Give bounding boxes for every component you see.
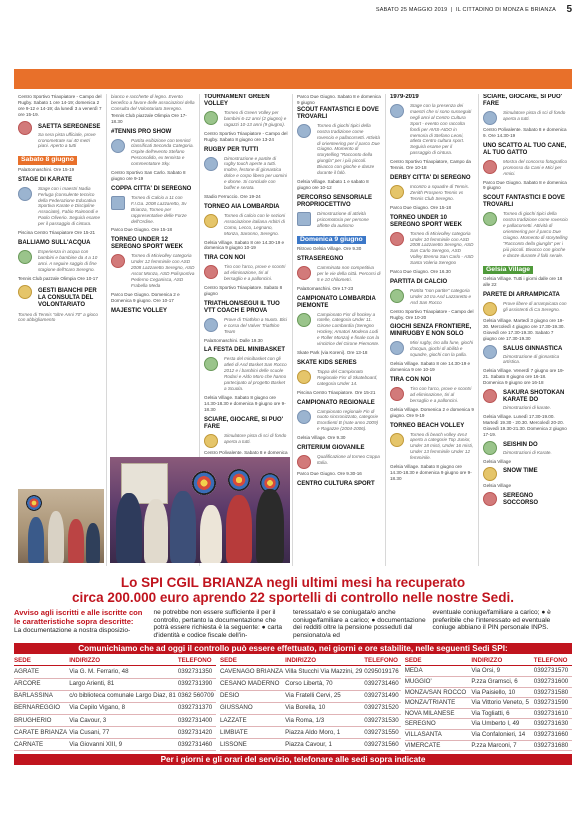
event-title: SNOW TIME <box>503 468 538 475</box>
table-cell: Via Borella, 10 <box>285 702 364 714</box>
section-heading: Gelsia Village <box>483 266 533 275</box>
event-place: PalaSomaschini. Ore 17-23 <box>297 285 354 291</box>
event-desc: Campionato Fisr di hockey a rotelle, categoria Under 11. Girone Lombardia (Seregno Hockey, Amatori Modena Lodi e Roller Monza) e finale con la vincitrice del Girone Piemonte. <box>317 311 380 347</box>
event-title: SCIARE, GIOCARE, SI PUO' FARE <box>204 416 284 430</box>
club-logo-icon <box>297 212 311 226</box>
event-place: Gelsia Village <box>483 458 512 464</box>
event-columns <box>14 94 572 566</box>
column-6 <box>478 94 572 566</box>
event-title: SALUS GINNASTICA <box>503 345 563 352</box>
table-row <box>14 726 216 738</box>
ad-lead-text: La documentazione a nostra disposizio- <box>14 626 131 634</box>
event-title: MAJESTIC VOLLEY <box>111 307 168 314</box>
table-cell: P.zza Gramsci, 6 <box>471 677 533 688</box>
event-place: Gelsia Village. Sabato 8 giugno ore 14.30-18.30 e domenica 9 giugno ore 9-18.30 <box>204 394 286 412</box>
club-logo-icon <box>483 389 497 403</box>
event-place: Parco Due Giugno. Sabato 8 e domenica 9 giugno <box>297 94 381 105</box>
table-row <box>220 702 401 714</box>
table-cell: VIMERCATE <box>405 740 472 751</box>
section-heading: Domenica 9 giugno <box>297 236 366 245</box>
table-row <box>405 666 572 677</box>
event-title: RUGBY PER TUTTI <box>204 146 259 153</box>
club-logo-icon <box>390 185 404 199</box>
event-desc: Tiro con l'arco, prove e scontri ad eliminazione, tiri al bersaglio e a palloncini. <box>410 386 472 403</box>
event-title: TORNEO UNDER 12 SEREGNO SPORT WEEK <box>111 237 184 251</box>
club-logo-icon <box>297 313 311 327</box>
club-logo-icon <box>390 387 404 401</box>
club-logo-icon <box>111 139 125 153</box>
event-title: TRIATHLON/SEGUI IL TUO VTT COACH E PROVA <box>204 300 280 314</box>
table-cell: CARATE BRIANZA <box>14 726 69 738</box>
table-cell: 0295019176 <box>364 666 400 678</box>
ad-title: Lo SPI CGIL BRIANZA negli ultimi mesi ha recuperato <box>120 575 466 590</box>
event-title: PARETE DI ARRAMPICATA <box>483 291 560 298</box>
event-desc: Qualificazione al torneo Coppa Italia. <box>317 454 380 465</box>
table-cell: SEREGNO <box>405 719 472 730</box>
table-cell: Via Giovanni XIII, 9 <box>69 738 178 750</box>
table-cell: CARNATE <box>14 738 69 750</box>
table-row <box>14 678 216 690</box>
table-cell: Via Orsi, 9 <box>471 666 533 677</box>
event-place: Centro Sportivo Triaxpiatore, Campo da Tennis. Ore 10-18 <box>390 159 471 171</box>
ad-text <box>14 609 572 640</box>
ad-notice-bar: Comunichiamo che ad oggi il controllo può essere effettuato, nei giorni e ore stabilite, nelle seguenti Sedi SPI: <box>14 643 572 654</box>
event-place: Centro Polivalente. Sabato 8 e domenica 9. Ore 14.30-19 <box>483 127 567 138</box>
table-header-cell: SEDE <box>14 656 69 666</box>
table-header-row <box>405 656 572 666</box>
table-cell: 0392731610 <box>534 708 572 719</box>
table-cell: AGRATE <box>14 666 69 678</box>
table-cell: BARLASSINA <box>14 690 69 702</box>
table-cell: 0392731520 <box>364 702 400 714</box>
table-cell: 0392731400 <box>178 714 216 726</box>
table-cell: Via Vittorio Veneto, 5 <box>471 698 533 709</box>
table-cell: 0392731600 <box>534 677 572 688</box>
event-title: TOURNAMENT GREEN VOLLEY <box>204 94 270 107</box>
event-title: TORNEO AIA LOMBARDIA <box>204 203 280 210</box>
event-desc: Torneo di beach volley 4vs4 aperto a categorie Top Junior, Under 18 misti, Under 16 misti, Under 13 femminile Under 12 femminile. <box>410 431 474 461</box>
event-title: GIOCHI SENZA FRONTIERE, MINIRUGBY E NON SOLO <box>390 324 472 338</box>
table-cell: Via Confalonieri, 14 <box>471 729 533 740</box>
table-cell: Villa Stucchi Via Mazzini, 29 <box>285 666 364 678</box>
table-cell: 0392731560 <box>364 738 400 750</box>
table-header-row <box>220 656 401 666</box>
event-desc: Mostra del concorso fotografico promosso da Cani e Mici per Amici. <box>503 158 568 176</box>
table-row <box>405 740 572 751</box>
table-row <box>220 726 401 738</box>
table-cell: c/o biblioteca comunale Largo Diaz, 81 <box>69 690 178 702</box>
table-cell: 0392731420 <box>178 726 216 738</box>
event-desc: Torneo di Tennis "oltre Anni 70" a gioco con abbigliamento <box>18 311 98 323</box>
club-logo-icon <box>204 265 218 279</box>
table-row <box>405 708 572 719</box>
event-desc: Mini rugby, tiro alla fune, giochi d'acqua, giochi di abilità e squadre, giochi con la palla. <box>410 340 473 358</box>
event-desc: Simulatore pista di sci di fondo aperta a tutti. <box>224 432 287 444</box>
club-logo-icon <box>483 111 497 125</box>
event-title: TIRA CON NOI <box>204 255 246 262</box>
event-place: Centro Sportivo Triaxpiatore. Sabato 8 giugno <box>204 285 283 296</box>
event-desc: Partita esibizione con tennisti classificati Seconda Categoria. Ospite dell'evento Stefano Pescosolido, ex tennista e commentatore Sky. <box>131 137 194 167</box>
event-desc: Tappa del Campionato Regionale Fisr di Skateboard, categoria Under 14. <box>317 368 378 386</box>
club-logo-icon <box>297 124 311 138</box>
event-desc: Torneo di Calcio a 11 con F.I.Ga. 2008 Lazzaretto, Sv Brianza, Torneo per rappresentative delle Forze dell'Ordine. <box>131 194 187 224</box>
table-cell: GIUSSANO <box>220 702 285 714</box>
event-title: SAETTA SEREGNESE <box>38 123 101 130</box>
table-cell: BERNAREGGIO <box>14 702 69 714</box>
event-desc: Stage con i maestri Nadia Ferluga (consulente tecnico della Federazione Educativa Sportiva Karate e Discipline Associate), Fabio Raimondi e Paolo Oliverio. Seguirà esame per il passaggio di cintura. <box>38 185 101 227</box>
club-logo-icon <box>204 157 218 171</box>
table-cell: 0362 560709 <box>178 690 216 702</box>
club-logo-icon <box>204 318 218 332</box>
table-header-cell: SEDE <box>405 656 472 666</box>
event-title: STAGE DI KARATE <box>18 176 73 183</box>
table-cell: 0392731590 <box>534 698 572 709</box>
table-row <box>220 714 401 726</box>
event-desc: Festa del minibasket con gli atleti di Asd Basket San Rocco 2012 e i bambini delle scuole Rodari e Aldo Moro che hanno partecipato al progetto Basket a Scuola. <box>224 356 287 391</box>
table-cell: CESANO MADERNO <box>220 678 285 690</box>
column-5 <box>385 94 478 566</box>
event-place: Gelsia Village. Ore 9.30 <box>297 435 346 441</box>
table-cell: VILLASANTA <box>405 729 472 740</box>
page-header <box>14 3 572 17</box>
event-desc: Dimostrazione di ginnastica artistica. <box>503 353 560 365</box>
table-cell: Via Fratelli Cervi, 25 <box>285 690 364 702</box>
club-logo-icon <box>204 111 218 125</box>
event-place: Ritrovo Gelsia Village. Ore 9.30 <box>297 246 362 251</box>
table-header-cell: TELEFONO <box>364 656 400 666</box>
event-place: Piscina Centro Triaxpiatore Ore 15-21 <box>18 230 96 236</box>
event-place: Gelsia Village. Lunedì 17.30-19.00. Martedì 19.30 - 20.30. Mercoledì 20-20. Giovedì 19.30-21.30. Domenica 2 giugno 17-19. <box>483 413 567 437</box>
event-place: Gelsia Village. Sabato 8 ore 14.30-19 e domenica 9 ore 10-19 <box>390 361 471 373</box>
club-logo-icon <box>483 467 497 481</box>
event-desc: Stage con la presenza dei maestri che si sono susseguiti negli anni al Centro Cultura Sport - evento con raccolta fondi per AVIS-AIDO in memoria di Stefano Leoni, atleta Centro cultura sport. Seguirà esame per il passaggio di cintura. <box>410 103 472 156</box>
event-desc: Tiro con l'arco, prove e scontri ad eliminazione, tiri al bersaglio e a palloncini. <box>224 264 286 282</box>
event-title: PERCORSO SENSORIALE PROPRIOCETTIVO <box>297 194 373 208</box>
club-logo-icon <box>390 232 404 246</box>
event-place: Centro Sportivo Triaxpiatore - Campo del Rugby. Sabato 8 giugno ore 13-24 <box>204 130 288 142</box>
table-cell: BRUGHERIO <box>14 714 69 726</box>
event-desc: Torneo di giochi tipici della nostra tradizione come rovescio e pallacorsetti. Attività di orienteering per il parco Due Giugno. Momento di storytelling "Racconto della giungla" per i più piccoli. Bivacco con gioche e danze durante il falò serale. <box>503 211 568 258</box>
ad-bottom-bar: Per i giorni e gli orari del servizio, telefonare alle sedi sopra indicate <box>14 754 572 765</box>
event-place: Gelsia Village. Venerdì 7 giugno ore 19-21. Sabato 8 giugno ore 16-18. Domenica 9 giugno ore 16-18 <box>483 368 565 386</box>
event-title: BALLIAMO SULL'ACQUA <box>18 240 91 246</box>
table-row <box>14 666 216 678</box>
club-logo-icon <box>297 455 311 469</box>
club-logo-icon <box>390 433 404 447</box>
event-desc: Torneo di giochi tipici della nostra tradizione come rovescio e pallacorsetti. Attività di orienteering per il parco Due Giugno. Momento di storytelling "Racconto della giungla" per i più piccoli. Bivacco con gioche e danze durante il falò. <box>317 122 380 176</box>
ad-col-4: eventuale coniuge/familiare a carico; ● è preferibile che l'interessato ed eventuale coniuge abbiano il PIN personale INPS. <box>432 609 551 632</box>
table-cell: Largo Arienti, 81 <box>69 678 178 690</box>
table-cell: Via Cusani, 77 <box>69 726 178 738</box>
club-logo-icon <box>483 345 497 359</box>
table-cell: LAZZATE <box>220 714 285 726</box>
club-logo-icon <box>111 254 125 268</box>
event-title: UNO SCATTO AL TUO CANE, AL TUO GATTO <box>483 142 567 156</box>
club-logo-icon <box>390 341 404 355</box>
club-logo-icon <box>204 357 218 371</box>
table-cell: Via G. M. Ferrario, 48 <box>69 666 178 678</box>
event-place: Piscina Centro Triaxpiatore. Ore 15-21 <box>297 389 376 395</box>
event-desc: Esperienza in acqua con bambini e bambine da 4 a 10 anni. A seguire saggio di fine stagione dell'Icaro Seregno. <box>38 249 98 272</box>
table-cell: 0392731390 <box>178 678 216 690</box>
event-desc: Torneo di Green Volley per bambini 6-12 anni (2 giugno) e ragazzi 10-13 anni (9 giugno). <box>224 110 287 127</box>
event-title: TORNEO UNDER 10 SEREGNO SPORT WEEK <box>390 214 463 228</box>
event-desc: Incontro a squadre di Tennis. Zenith Prospero Tennis vs Tennis Club Seregno. <box>410 183 470 201</box>
event-desc: Campionato regionale Fin di nuoto sincronizzato, categorie Esordienti B (nate anno 2009) e Ragazze (2004-2006). <box>317 408 379 432</box>
table-row <box>405 687 572 698</box>
event-desc: Dimostrazione e partite di rugby touch aperte a tutti. Inoltre, festone di ginnastica dolce e corpo libero per uomini e donne. Si conclude con buffet e serata. <box>224 155 287 191</box>
table-cell: 0392731530 <box>364 714 400 726</box>
section-heading: Sabato 8 giugno <box>18 156 77 165</box>
table-cell: ARCORE <box>14 678 69 690</box>
event-desc: Dimostrazione di attività psicomotoria per persone affette da autismo <box>317 210 369 228</box>
club-logo-icon <box>111 196 125 210</box>
table-header-cell: INDIRIZZO <box>69 656 178 666</box>
event-title: PARTITA DI CALCIO <box>390 278 448 285</box>
club-logo-icon <box>483 492 497 506</box>
club-logo-icon <box>390 289 404 303</box>
table-cell: 0392731580 <box>534 687 572 698</box>
event-place: Parco Due Giugno. Ore 15-18 <box>390 204 452 210</box>
event-title: 1979-2019 <box>390 94 419 100</box>
club-logo-icon <box>483 212 497 226</box>
event-title: DERBY CITTA' DI SEREGNO <box>390 174 471 181</box>
table-row <box>405 729 572 740</box>
table-cell: 0392731660 <box>534 729 572 740</box>
event-place: Skate Park (via Koreni). Ore 13-18 <box>297 349 368 355</box>
event-title: COPPA CITTA' DI SEREGNO <box>111 185 192 192</box>
table-cell: 0392731370 <box>178 702 216 714</box>
offices-table-2 <box>220 656 401 751</box>
table-row <box>14 690 216 702</box>
event-place: Gelsia Village. Sabato 8 giugno ore 14.30-18.30 e domenica 9 giugno ore 9-18.30 <box>390 464 472 481</box>
table-cell: 0392731490 <box>364 690 400 702</box>
ad-col-3: teressata/o e se coniugata/o anche coniuge/familiare a carico; ● documentazione dei redditi oltre la pensione posseduti dal pensionato/a ed <box>293 609 426 640</box>
table-cell: MEDA <box>405 666 472 677</box>
event-place: Gelsia Village. Martedì 3 giugno ore 19-30. Mercoledì 4 giugno ore 17.30-19.30. Giovedì ore 17.30-19.30. Sabato 7 giugno ore 17.30-19.30 <box>483 317 565 341</box>
event-title: CENTRO CULTURA SPORT <box>297 480 375 487</box>
event-desc: bianco e racchette di legno. Evento benefico a favore delle associazioni della Consulta del Volontariato Seregno. <box>111 94 195 111</box>
ad-subtitle: circa 200.000 euro aprendo 22 sportelli di controllo nelle nostre Sedi. <box>72 590 514 605</box>
table-row <box>220 678 401 690</box>
event-place: Centro Sportivo San Carlo. Sabato 8 giugno ore 9-19 <box>111 170 186 181</box>
table-header-cell: TELEFONO <box>534 656 572 666</box>
table-cell: 0392731630 <box>534 719 572 730</box>
event-title: SCIARE, GIOCARE, SI PUO' FARE <box>483 94 563 107</box>
table-header-cell: INDIRIZZO <box>285 656 364 666</box>
table-cell: 0392731550 <box>364 726 400 738</box>
event-place: Gelsia Village <box>483 483 512 489</box>
table-row <box>220 738 401 750</box>
event-title: CAMPIONATO REGIONALE <box>297 399 375 406</box>
event-title: SAKURA SHOTOKAN KARATE DO <box>503 390 565 404</box>
event-desc: Torneo di Minivolley categoria Under 12 femminile con ASD 2008 Lazzaretto Seregno, ASD Ascot Monza, ASD Polisportiva Pederno Ceganisca, ASD Frabella Meda <box>131 253 195 288</box>
column-4 <box>292 94 385 566</box>
event-title: SEREGNO SOCCORSO <box>503 493 539 507</box>
table-cell: 0392731460 <box>364 678 400 690</box>
table-cell: MONZA/TRIANTE <box>405 698 472 709</box>
table-header-cell: SEDE <box>220 656 285 666</box>
club-logo-icon <box>204 214 218 228</box>
event-desc: Torneo di Minivolley categoria Under 10 femminile con ASD 2008 Lazzaretto Seregno, ASD San Carlo Seregno, ASD Volley Brenna San Carlo - ASD Santa Valeria Seregno <box>410 230 474 266</box>
event-title: SCOUT FANTASTICI E DOVE TROVARLI <box>297 106 379 120</box>
table-cell: LIMBIATE <box>220 726 285 738</box>
table-header-cell: TELEFONO <box>178 656 216 666</box>
event-place: Gelsia Village. Sabato 8 ore 14.30-19 e domenica 9 giugno 10-19 <box>204 239 285 251</box>
table-row <box>14 738 216 750</box>
event-place: Stadio Ferruccio. Ore 19-24 <box>204 193 261 199</box>
table-cell: P.zza Marconi, 7 <box>471 740 533 751</box>
offices-table-1 <box>14 656 216 751</box>
event-place: PalaSomaschini. Dalle 19.30 <box>204 337 263 343</box>
event-place: Parco Due Giugno. Domenica 2 e Domenica 9 giugno. Ore 10-17 <box>111 291 180 303</box>
club-logo-icon <box>483 302 497 316</box>
event-title: SCOUT FANTASTICI E DOVE TROVARLI <box>483 195 565 209</box>
table-cell: NOVA MILANESE <box>405 708 472 719</box>
header-date: SABATO 25 MAGGIO 2019 | IL CITTADINO DI MONZA E BRIANZA <box>375 7 556 13</box>
event-desc: Camminata non competitiva per le vie della città. Percorsi di 5 e 10 chilometri. <box>317 264 381 282</box>
table-header-cell: INDIRIZZO <box>471 656 533 666</box>
table-cell: 0392731570 <box>534 666 572 677</box>
table-cell: Piazza Aldo Moro, 1 <box>285 726 364 738</box>
event-desc: Partita "non partite" categoria Under 10 tra Asd Lazzaretto e Asd San Rocco <box>410 287 472 305</box>
table-cell: MONZA/SAN ROCCO <box>405 687 472 698</box>
event-place: Centro Sportivo Triaxpiatore - Campo del Rugby. Sabato 1 ore 14-19; domenica 2 ore 9-12 e 14-19; da lunedì 3 a venerdì 7 ore 15-19. <box>18 94 102 117</box>
table-row <box>220 666 401 678</box>
event-place: Parco Due Giugno. Ore 9.30-16 <box>297 471 362 477</box>
table-cell: MUGGIO' <box>405 677 472 688</box>
event-place: Gelsia Village. Domenica 2 e domenica 9 giugno. Ore 9-19 <box>390 406 474 418</box>
event-place: Gelsia Village. Sabato 1 e sabato 8 giugno ore 10-12 <box>297 178 369 190</box>
photo-kids-archery <box>18 489 104 563</box>
table-cell: Piazza Cavour, 1 <box>285 738 364 750</box>
table-cell: DESIO <box>220 690 285 702</box>
table-row <box>220 690 401 702</box>
table-cell: 0392731460 <box>178 738 216 750</box>
event-place: PalaSomaschini. Ore 15-19 <box>18 166 75 172</box>
event-place: Centro Sportivo Triaxpiatore - Campo del Rugby. Ore 10-20 <box>390 308 474 320</box>
event-desc: Sa sera pista ufficiale, prove cronometrate sui 40 metri piani. Aperto a tutti <box>38 131 96 149</box>
table-row <box>405 719 572 730</box>
table-header-row <box>14 656 216 666</box>
event-place: Tennis Club pazzale Olimpia Ore 10-17 <box>18 275 98 281</box>
event-title: CRITERIUM GIOVANILE <box>297 445 365 452</box>
club-logo-icon <box>204 434 218 448</box>
table-row <box>14 714 216 726</box>
club-logo-icon <box>390 104 404 118</box>
club-logo-icon <box>18 250 32 264</box>
club-logo-icon <box>483 160 497 174</box>
table-cell: Via Cavour, 3 <box>69 714 178 726</box>
event-place: Parco Due Giugno. Ore 15-18 <box>111 227 173 233</box>
club-logo-icon <box>18 285 32 299</box>
table-cell: CAVENAGO BRIANZA <box>220 666 285 678</box>
table-row <box>405 698 572 709</box>
event-title: CAMPIONATO LOMBARDIA PIEMONTE <box>297 295 376 309</box>
event-place: Gelsia Village. Tutti i giorni dalle ore 18 alle 22 <box>483 276 563 287</box>
offices-tables <box>14 656 572 751</box>
club-logo-icon <box>297 266 311 280</box>
table-cell: 0392731680 <box>534 740 572 751</box>
club-logo-icon <box>483 441 497 455</box>
event-title: GESTI BIANCHI PER LA CONSULTA DEL VOLONTARIATO <box>38 287 97 308</box>
table-row <box>405 677 572 688</box>
section-band <box>14 69 572 89</box>
event-title: LA FESTA DEL MINIBASKET <box>204 347 285 354</box>
event-title: STRASEREGNO <box>297 255 344 262</box>
table-cell: Via Paisiello, 10 <box>471 687 533 698</box>
event-place: Parco Due Giugno. Ore 16.30 <box>390 269 451 275</box>
club-logo-icon <box>297 410 311 424</box>
table-cell: Via Togliatti, 6 <box>471 708 533 719</box>
club-logo-icon <box>18 121 32 135</box>
event-desc: Prove libere di arrampicata con gli assistenti di Ca Seregno. <box>503 300 567 312</box>
table-row <box>14 702 216 714</box>
club-logo-icon <box>297 370 311 384</box>
offices-table-3 <box>405 656 572 751</box>
club-logo-icon <box>18 187 32 201</box>
table-cell: Via Umberto I, 49 <box>471 719 533 730</box>
page-number: 5 <box>566 4 572 15</box>
event-title: SEISHIN DO <box>503 441 538 448</box>
event-desc: Prove di Triathlon a Nuoto. Bici e corsa del Valver Triathlon Team <box>224 316 287 334</box>
event-place: Centro Polivalente. Sabato 8 e domenica <box>204 449 288 455</box>
event-place: Tennis Club piazzale Olimpia Ore 17-18.30 <box>111 112 187 124</box>
table-cell: Via Cepilo Vigano, 8 <box>69 702 178 714</box>
event-desc: Simulatore pista di sci di fondo aperta a tutti. <box>503 110 566 121</box>
table-cell: LISSONE <box>220 738 285 750</box>
event-title: TIRA CON NOI <box>390 377 432 383</box>
event-desc: Dimostrazioni di karate. <box>503 405 551 411</box>
event-desc: Dimostrazioni di Karate. <box>503 449 552 455</box>
photo-archery-team <box>110 457 290 563</box>
event-title: SKATE KIDS SERIES <box>297 359 357 366</box>
event-title: #TENNIS PRO SHOW <box>111 128 172 135</box>
table-cell: 0392731350 <box>178 666 216 678</box>
spi-cgil-ad <box>14 575 572 823</box>
table-cell: Corso Libertà, 70 <box>285 678 364 690</box>
table-cell: Via Roma, 1/3 <box>285 714 364 726</box>
ad-col-2: ne potrebbe non essere sufficiente il per il controllo, pertanto la documentazione che potrà essere richiesta è la seguente: ● carta d'identità e codice fiscale dell'in- <box>153 609 283 640</box>
event-desc: Torneo di calcio con le sezioni Associazione italiana Arbitri di Como, Lecco, Legnano, Monza, Saronno, Seregno. <box>224 212 286 236</box>
ad-lead: Avviso agli iscritti e alle iscritte con le caratteristiche sopra descritte: <box>14 608 143 626</box>
event-title: TORNEO BEACH VOLLEY <box>390 422 465 429</box>
event-place: Parco Due Giugno. Sabato 8 e domenica 9 giugno <box>483 179 567 191</box>
